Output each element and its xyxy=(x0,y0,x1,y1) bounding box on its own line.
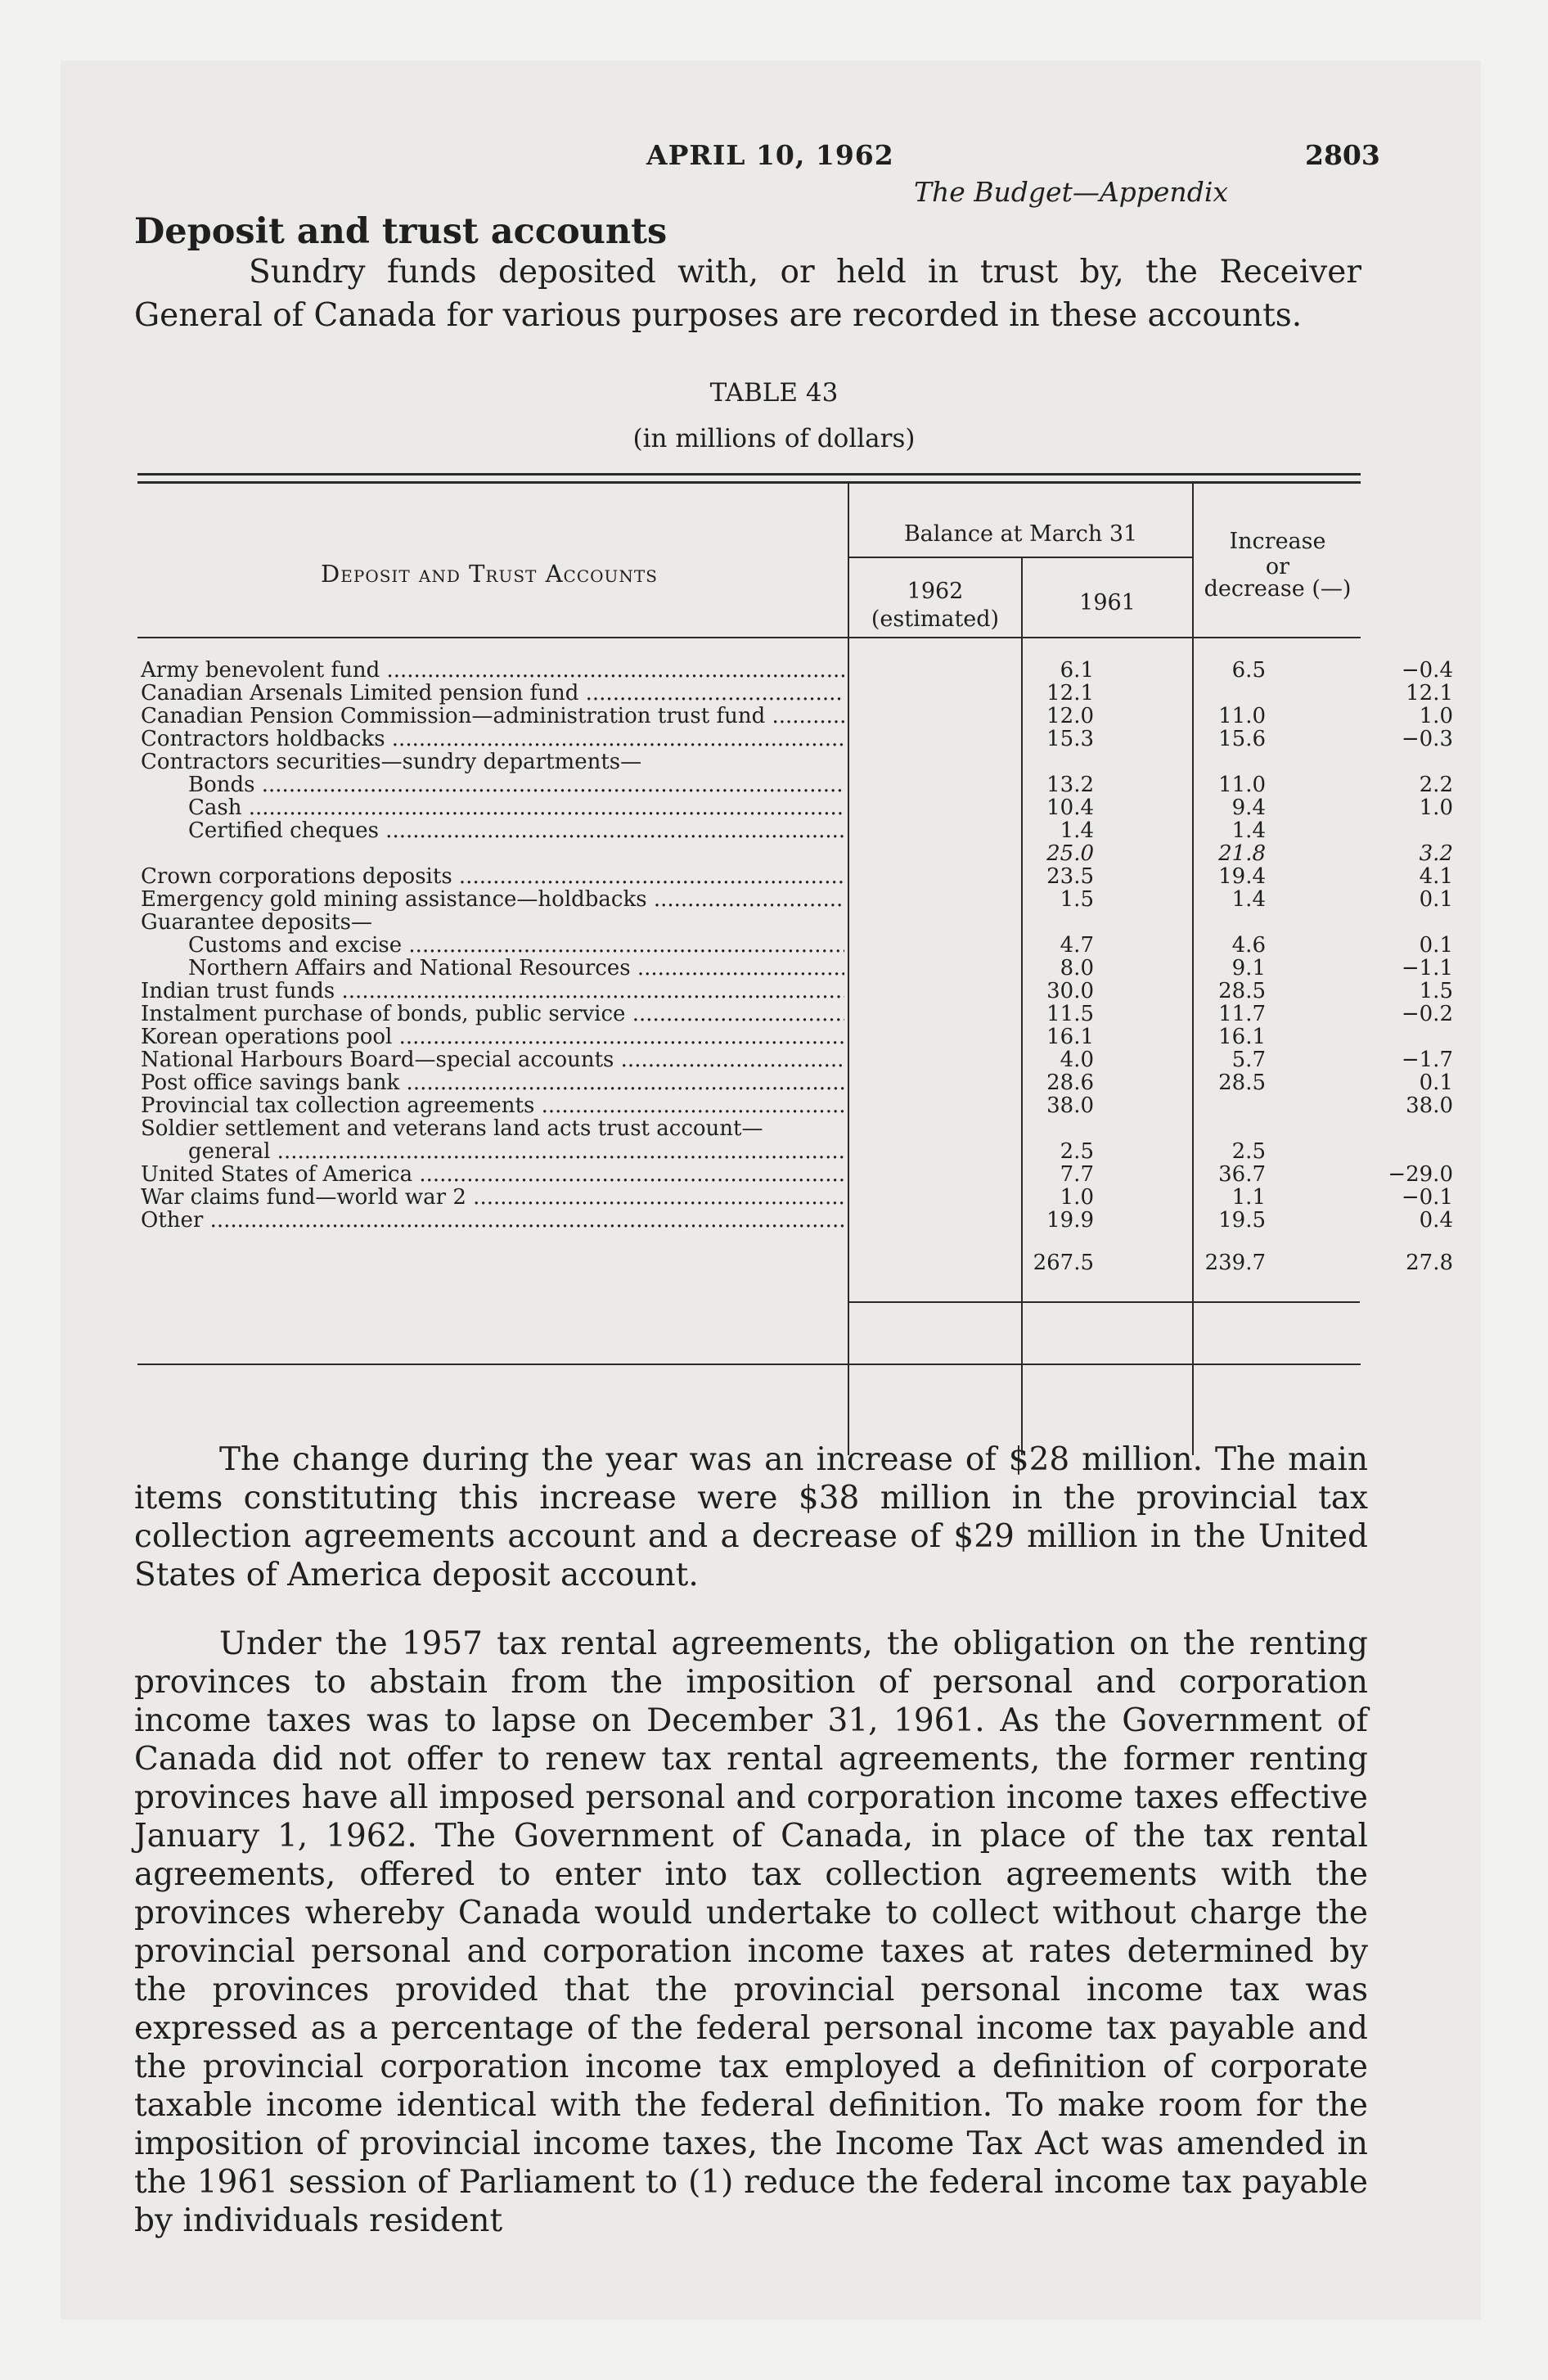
subtotal-row xyxy=(141,841,1453,866)
total-change: 27.8 xyxy=(1406,1251,1453,1275)
col-header-label: Deposit and Trust Accounts xyxy=(321,560,658,588)
cell-1961: 19.4 xyxy=(1218,864,1266,889)
table-row xyxy=(141,956,1453,980)
page-number: 2803 xyxy=(1305,139,1380,171)
cell-change: −0.4 xyxy=(1401,658,1453,683)
col-header-increase: Increase xyxy=(1229,529,1326,554)
row-label: Contractors securities—sundry departments— xyxy=(141,751,642,773)
row-label: Army benevolent fund ..... xyxy=(141,659,844,682)
row-label: Instalment purchase of bonds, public service ..... xyxy=(141,1003,844,1025)
row-label: Contractors holdbacks ..... xyxy=(141,728,844,751)
cell-1962: 15.3 xyxy=(1046,727,1094,751)
table-row xyxy=(141,1117,1360,1140)
table-row xyxy=(141,1140,1360,1163)
cell-1962: 4.0 xyxy=(1060,1048,1094,1072)
body-paragraph-1 xyxy=(134,1440,1368,1594)
cell-1962: 11.5 xyxy=(1046,1002,1094,1026)
table-row xyxy=(141,979,1453,1003)
group-header-rule xyxy=(848,557,1192,558)
row-label: Soldier settlement and veterans land acts trust account— xyxy=(141,1117,763,1140)
col-header-1961: 1961 xyxy=(1079,590,1136,615)
header-bottom-rule xyxy=(137,637,1361,638)
cell-1961: 1.4 xyxy=(1231,818,1266,843)
cell-1961: 5.7 xyxy=(1231,1048,1266,1072)
cell-1962: 12.0 xyxy=(1046,704,1094,728)
cell-change: −0.3 xyxy=(1401,727,1453,751)
cell-1962: 30.0 xyxy=(1046,979,1094,1003)
row-label: Bonds ..... xyxy=(188,773,844,796)
cell-1961: 2.5 xyxy=(1231,1139,1266,1164)
cell-change: 2.2 xyxy=(1419,773,1453,797)
table-row xyxy=(141,1162,1453,1187)
cell-1961: 11.0 xyxy=(1218,773,1266,797)
cell-1961: 11.0 xyxy=(1218,704,1266,728)
row-label: Crown corporations deposits ..... xyxy=(141,865,844,888)
table-row xyxy=(141,1185,1453,1210)
cell-1962: 2.5 xyxy=(1060,1139,1094,1164)
spacer xyxy=(141,1232,1360,1251)
row-label: Northern Affairs and National Resources ..... xyxy=(188,957,844,980)
cell-1961: 36.7 xyxy=(1218,1162,1266,1187)
cell-1962: 19.9 xyxy=(1046,1208,1094,1233)
row-label: National Harbours Board—special accounts ..... xyxy=(141,1048,844,1071)
cell-1962: 16.1 xyxy=(1046,1025,1094,1049)
table-row xyxy=(141,704,1453,728)
body-paragraph-2 xyxy=(134,1625,1368,2240)
cell-change: 1.5 xyxy=(1419,979,1453,1003)
table-row xyxy=(141,1048,1453,1072)
table-top-rule-2 xyxy=(137,481,1361,484)
row-label: Canadian Arsenals Limited pension fund ..... xyxy=(141,682,844,705)
cell-1961: 11.7 xyxy=(1218,1002,1266,1026)
table-unit: (in millions of dollars) xyxy=(632,424,916,453)
table-row xyxy=(141,1208,1453,1233)
cell-1962: 1.4 xyxy=(1060,818,1094,843)
row-label: Guarantee deposits— xyxy=(141,911,372,934)
table-row xyxy=(141,887,1453,912)
cell-change: 0.1 xyxy=(1419,1071,1453,1095)
table-row xyxy=(141,751,1360,773)
cell-1962: 1.0 xyxy=(1060,1185,1094,1210)
cell-change: −0.2 xyxy=(1401,1002,1453,1026)
table-bottom-rule xyxy=(137,1364,1361,1365)
cell-change: −1.1 xyxy=(1401,956,1453,980)
cell-1962: 12.1 xyxy=(1046,681,1094,705)
total-1961: 239.7 xyxy=(1204,1251,1266,1275)
cell-1962: 23.5 xyxy=(1046,864,1094,889)
row-label: Cash ..... xyxy=(188,796,844,819)
cell-1961: 4.6 xyxy=(1231,933,1266,958)
paragraph-text: The change during the year was an increase of $28 million. The main items constituting this increase were $38 million in the provincial tax collection agreements account and a decrease of $29 million in the United States of America deposit account. xyxy=(134,1441,1368,1593)
row-label: War claims fund—world war 2 ..... xyxy=(141,1186,844,1209)
table-row xyxy=(141,864,1453,889)
col-header-estimated: (estimated) xyxy=(871,606,1000,632)
cell-change: −29.0 xyxy=(1388,1162,1453,1187)
cell-1961: 21.8 xyxy=(1218,841,1266,866)
cell-change: 4.1 xyxy=(1419,864,1453,889)
cell-1962: 10.4 xyxy=(1046,796,1094,820)
cell-1962: 7.7 xyxy=(1060,1162,1094,1187)
cell-change: −1.7 xyxy=(1401,1048,1453,1072)
running-title: The Budget—Appendix xyxy=(914,176,1228,208)
cell-1961: 28.5 xyxy=(1218,1071,1266,1095)
cell-1962: 6.1 xyxy=(1060,658,1094,683)
table-row xyxy=(141,911,1360,934)
table-row xyxy=(141,1093,1453,1118)
cell-1961: 19.5 xyxy=(1218,1208,1266,1233)
row-label: Customs and excise ..... xyxy=(188,934,844,957)
header-date: APRIL 10, 1962 xyxy=(646,139,894,171)
row-label: United States of America ..... xyxy=(141,1163,844,1186)
cell-1962: 25.0 xyxy=(1046,841,1094,866)
cell-change: 12.1 xyxy=(1406,681,1453,705)
table-row xyxy=(141,796,1453,820)
cell-1961: 9.1 xyxy=(1231,956,1266,980)
total-row xyxy=(141,1251,1453,1275)
cell-1962: 1.5 xyxy=(1060,887,1094,912)
section-intro xyxy=(134,250,1361,337)
cell-change: 38.0 xyxy=(1406,1093,1453,1118)
table-title: TABLE 43 xyxy=(709,378,839,408)
cell-change: 0.1 xyxy=(1419,887,1453,912)
total-1962: 267.5 xyxy=(1033,1251,1094,1275)
table-row xyxy=(141,773,1453,797)
section-title: Deposit and trust accounts xyxy=(134,211,668,252)
intro-paragraph: Sundry funds deposited with, or held in trust by, the Receiver General of Canada for various purposes are recorded in these accounts. xyxy=(134,254,1361,334)
cell-1961: 15.6 xyxy=(1218,727,1266,751)
cell-1961: 1.4 xyxy=(1231,887,1266,912)
col-header-group: Balance at March 31 xyxy=(903,521,1138,547)
cell-1962: 38.0 xyxy=(1046,1093,1094,1118)
cell-1962: 13.2 xyxy=(1046,773,1094,797)
col-header-or: or xyxy=(1265,554,1290,579)
cell-change: 0.1 xyxy=(1419,933,1453,958)
cell-1961: 16.1 xyxy=(1218,1025,1266,1049)
table-row xyxy=(141,1071,1453,1095)
table-row xyxy=(141,1002,1453,1026)
row-label: Post office savings bank ..... xyxy=(141,1071,844,1094)
row-label: Provincial tax collection agreements ..... xyxy=(141,1094,844,1117)
row-label: Emergency gold mining assistance—holdbacks ..... xyxy=(141,888,844,911)
row-label: Korean operations pool ..... xyxy=(141,1025,844,1048)
cell-1961: 28.5 xyxy=(1218,979,1266,1003)
cell-1961: 6.5 xyxy=(1231,658,1266,683)
cell-change: 1.0 xyxy=(1419,796,1453,820)
table-body xyxy=(141,658,1453,1275)
row-label: Indian trust funds ..... xyxy=(141,980,844,1003)
col-header-1962: 1962 xyxy=(907,579,964,604)
row-label: Other ..... xyxy=(141,1209,844,1232)
total-rule xyxy=(848,1301,1360,1303)
table-row xyxy=(141,727,1453,751)
cell-1962: 28.6 xyxy=(1046,1071,1094,1095)
table-row xyxy=(141,933,1453,958)
cell-change: 1.0 xyxy=(1419,704,1453,728)
row-label: general ..... xyxy=(188,1140,844,1163)
table-row xyxy=(141,819,1360,842)
cell-1962: 8.0 xyxy=(1060,956,1094,980)
row-label: Canadian Pension Commission—administration trust fund ..... xyxy=(141,705,844,728)
cell-change: −0.1 xyxy=(1401,1185,1453,1210)
table-row xyxy=(141,658,1453,683)
cell-1962: 4.7 xyxy=(1060,933,1094,958)
table-row xyxy=(141,681,1453,705)
paragraph-text: Under the 1957 tax rental agreements, the obligation on the renting provinces to abstain from the imposition of personal and corporation income taxes was to lapse on December 31, 1961. As the Government of Canada did not offer to renew tax rental agreements, the former renting provinces have all imposed personal and corporation income taxes effective January 1, 1962. The Government of Canada, in place of the tax rental agreements, offered to enter into tax collection agreements with the provinces whereby Canada would undertake to collect without charge the provincial personal and corporation income taxes at rates determined by the provinces provided that the provincial personal income tax was expressed as a percentage of the federal personal income tax payable and the provincial corporation income tax employed a definition of corporate taxable income identical with the federal definition. To make room for the imposition of provincial income taxes, the Income Tax Act was amended in the 1961 session of Parliament to (1) reduce the federal income tax payable by individuals resident xyxy=(134,1625,1368,2239)
col-header-decrease: decrease (—) xyxy=(1204,576,1352,602)
cell-1961: 1.1 xyxy=(1231,1185,1266,1210)
cell-change: 3.2 xyxy=(1419,841,1453,866)
cell-change: 0.4 xyxy=(1419,1208,1453,1233)
row-label: Certified cheques ..... xyxy=(188,819,844,842)
table-top-rule xyxy=(137,473,1361,476)
cell-1961: 9.4 xyxy=(1231,796,1266,820)
table-row xyxy=(141,1025,1360,1048)
